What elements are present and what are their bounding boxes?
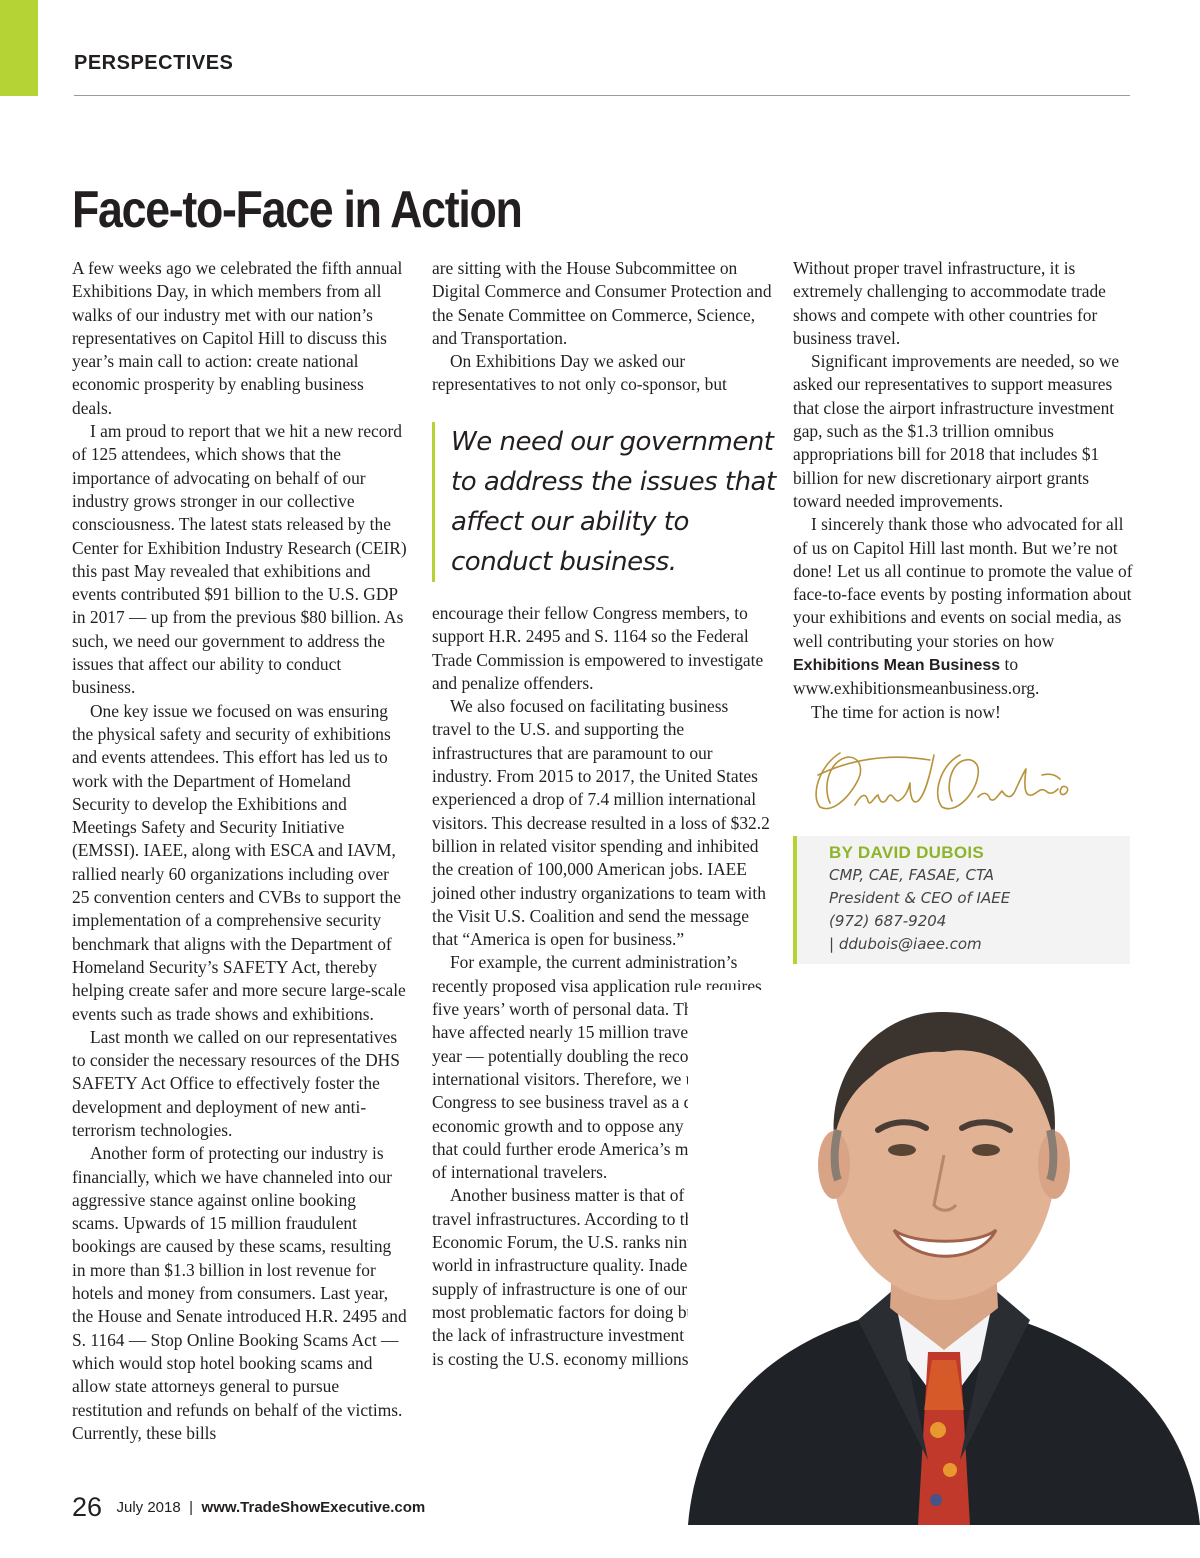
header-rule	[74, 95, 1130, 96]
column-1	[72, 257, 407, 1445]
paragraph: On Exhibitions Day we asked our representatives to not only co-sponsor, but	[432, 351, 727, 395]
paragraph: One key issue we focused on was ensuring the physical safety and security of exhibitions and events attendees. This effort has led us to work with the Department of Homeland Security to develop the Exhibitions and Meetings Safety and Security Initiative (EMSSI). IAEE, along with ESCA and IAVM, rallied nearly 60 organizations including over 25 convention centers and CVBs to support the implementation of a comprehensive security benchmark that aligns with the Department of Homeland Security’s SAFETY Act, thereby helping create safer and more secure large-scale events such as trade shows and exhibitions.	[72, 700, 406, 1024]
paragraph: Without proper travel infrastructure, it is extremely challenging to accommodate trade shows and compete with other countries for business travel.	[793, 258, 1106, 348]
article-title: Face-to-Face in Action	[72, 181, 522, 239]
paragraph: We also focused on facilitating business travel to the U.S. and supporting the infrastructures that are paramount to our industry. From 2015 to 2017, the United States experienced a drop of 7.4 million international visitors. This decrease resulted in a loss of $32.2 billion in related visitor spending and inhibited the creation of 100,000 American jobs. IAEE joined other industry organizations to team with the Visit U.S. Coalition and send the message that “America is open for business.”	[432, 696, 770, 950]
paragraph-text: I sincerely thank those who advocated for all of us on Capitol Hill last month. But we’re not done! Let us all continue to promote the value of face-to-face events by posting information about your exhibitions and events on social media, as well contributing your stories on how	[793, 514, 1133, 651]
paragraph	[793, 513, 1133, 700]
footer-separator: |	[189, 1499, 194, 1516]
author-credentials: CMP, CAE, FASAE, CTA	[829, 866, 995, 884]
page-number: 26	[72, 1492, 103, 1522]
paragraph: For example, the current administration’s recently proposed visa application rule requires five years’ worth of personal data. This would have affected nearly 15 million travelers last year — potentially doubling the record drop of international visitors. Therefore, we urged Congress to see business travel as a driver of economic growth and to oppose any measures that could further erode America’s market share of international travelers.	[432, 952, 765, 1183]
page-footer	[72, 1492, 425, 1523]
author-email: | ddubois@iaee.com	[829, 935, 982, 953]
author-photo	[688, 990, 1200, 1525]
paragraph: are sitting with the House Subcommittee on Digital Commerce and Consumer Protection and the Senate Committee on Commerce, Science, and Transportation.	[432, 258, 772, 348]
paragraph: I am proud to report that we hit a new record of 125 attendees, which shows that the importance of advocating on behalf of our industry grows stronger in our collective consciousness. The latest stats released by the Center for Exhibition Industry Research (CEIR) this past May revealed that exhibitions and events contributed $91 billion to the U.S. GDP in 2017 — up from the previous $80 billion. As such, we need our government to address the issues that affect our ability to conduct business.	[72, 421, 407, 698]
accent-bar	[0, 0, 38, 96]
author-phone: (972) 687-9204	[829, 912, 947, 930]
website-link[interactable]: www.TradeShowExecutive.com	[201, 1499, 426, 1516]
author-role: President & CEO of IAEE	[829, 889, 1011, 907]
paragraph: A few weeks ago we celebrated the fifth annual Exhibitions Day, in which members from all walks of our industry met with our nation’s representatives on Capitol Hill to discuss this year’s main call to action: create national economic prosperity by enabling business deals.	[72, 258, 403, 418]
paragraph: The time for action is now!	[811, 701, 1001, 722]
paragraph: Last month we called on our representatives to consider the necessary resources of the DHS SAFETY Act Office to effectively foster the development and deployment of new anti-terrorism technologies.	[72, 1026, 400, 1140]
pull-quote	[432, 422, 791, 582]
author-name: BY DAVID DUBOIS	[829, 843, 985, 862]
signature-graphic	[800, 735, 1090, 825]
paragraph: Significant improvements are needed, so we asked our representatives to support measures that close the airport infrastructure investment gap, such as the $1.3 trillion omnibus appropriations bill for 2018 that includes $1 billion for new discretionary airport grants toward needed improvements.	[793, 351, 1120, 511]
paragraph-text: to www.exhibitionsmeanbusiness.org.	[793, 654, 1040, 699]
author-byline	[793, 836, 1130, 964]
column-2-top	[432, 257, 772, 397]
paragraph: Another form of protecting our industry is financially, which we have channeled into our aggressive stance against online booking scams. Upwards of 15 million fraudulent bookings are caused by these scams, resulting in more than $1.3 billion in lost revenue for hotels and money from consumers. Last year, the House and Senate introduced H.R. 2495 and S. 1164 — Stop Online Booking Scams Act — which would stop hotel booking scams and allow state attorneys general to pursue restitution and refunds on behalf of the victims. Currently, these bills	[72, 1143, 407, 1443]
byline-accent-bar	[793, 836, 797, 964]
campaign-name: Exhibitions Mean Business	[793, 657, 1001, 675]
column-3	[793, 257, 1133, 724]
section-label: PERSPECTIVES	[74, 52, 234, 74]
paragraph: Another business matter is that of our nation’s travel infrastructures. According to the World Economic Forum, the U.S. ranks ninth in the world in infrastructure quality. Inadequate supply of infrastructure is one of our Top 10 most problematic factors for doing business, and the lack of infrastructure investment in airports is costing the U.S. economy millions in revenue.	[432, 1185, 772, 1369]
pull-quote-text: We need our government to address the issues that affect our ability to conduct business.	[451, 427, 776, 577]
paragraph: encourage their fellow Congress members, to support H.R. 2495 and S. 1164 so the Federal Trade Commission is empowered to investigate and penalize offenders.	[432, 603, 764, 693]
issue-date: July 2018	[116, 1499, 181, 1516]
